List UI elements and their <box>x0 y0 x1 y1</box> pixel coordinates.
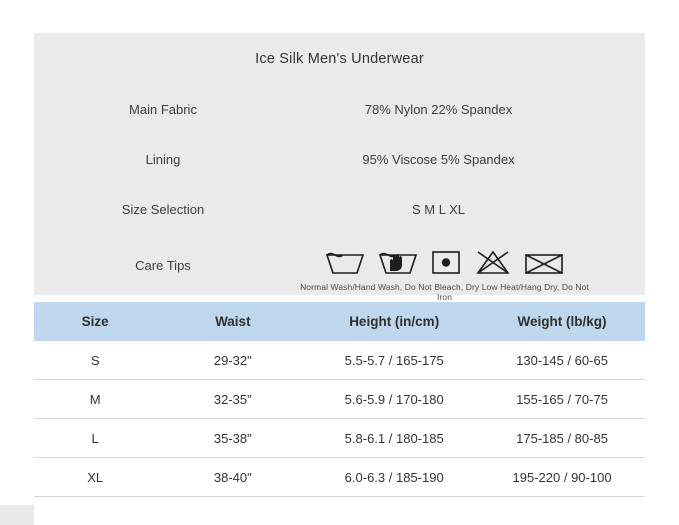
cell-weight: 155-165 / 70-75 <box>479 380 645 419</box>
spec-label-main-fabric: Main Fabric <box>129 101 197 117</box>
cell-height: 6.0-6.3 / 185-190 <box>309 458 479 497</box>
cell-weight: 195-220 / 90-100 <box>479 458 645 497</box>
cell-waist: 29-32" <box>156 341 309 380</box>
normal-wash-icon <box>325 249 365 276</box>
cell-height: 5.8-6.1 / 180-185 <box>309 419 479 458</box>
tumble-dry-low-icon <box>475 249 511 276</box>
cell-waist: 38-40" <box>156 458 309 497</box>
table-row <box>34 341 645 380</box>
spec-row-size-selection <box>34 184 645 234</box>
header-weight: Weight (lb/kg) <box>479 302 645 341</box>
care-icon-group <box>292 236 597 276</box>
do-not-bleach-icon <box>431 249 462 276</box>
cell-size: XL <box>34 458 156 497</box>
spec-row-lining <box>34 134 645 184</box>
care-tips-row <box>34 236 645 302</box>
do-not-iron-icon <box>524 249 564 276</box>
corner-decoration <box>0 505 34 525</box>
spec-label-size-selection: Size Selection <box>121 201 205 217</box>
cell-waist: 35-38" <box>156 419 309 458</box>
header-waist: Waist <box>156 302 309 341</box>
cell-waist: 32-35" <box>156 380 309 419</box>
cell-weight: 130-145 / 60-65 <box>479 341 645 380</box>
care-tips-caption: Normal Wash/Hand Wash, Do Not Bleach, Dry Low Heat/Hang Dry, Do Not Iron <box>300 282 589 302</box>
spec-value-size-selection: S M L XL <box>412 201 465 217</box>
care-tips-label: Care Tips <box>135 258 191 273</box>
spec-value-lining: 95% Viscose 5% Spandex <box>362 151 515 167</box>
specification-panel <box>34 33 645 302</box>
table-header-row <box>34 302 645 341</box>
cell-size: S <box>34 341 156 380</box>
product-title: Ice Silk Men's Underwear <box>255 51 424 67</box>
hand-wash-icon <box>378 249 418 276</box>
cell-weight: 175-185 / 80-85 <box>479 419 645 458</box>
spec-value-main-fabric: 78% Nylon 22% Spandex <box>364 101 513 117</box>
care-tips-content <box>292 236 645 302</box>
table-row <box>34 458 645 497</box>
spec-label-lining: Lining <box>145 151 181 167</box>
spec-row-main-fabric <box>34 84 645 134</box>
size-chart-table <box>34 302 645 497</box>
table-row <box>34 380 645 419</box>
header-height: Height (in/cm) <box>309 302 479 341</box>
cell-height: 5.6-5.9 / 170-180 <box>309 380 479 419</box>
cell-height: 5.5-5.7 / 165-175 <box>309 341 479 380</box>
cell-size: M <box>34 380 156 419</box>
header-size: Size <box>34 302 156 341</box>
table-row <box>34 419 645 458</box>
cell-size: L <box>34 419 156 458</box>
